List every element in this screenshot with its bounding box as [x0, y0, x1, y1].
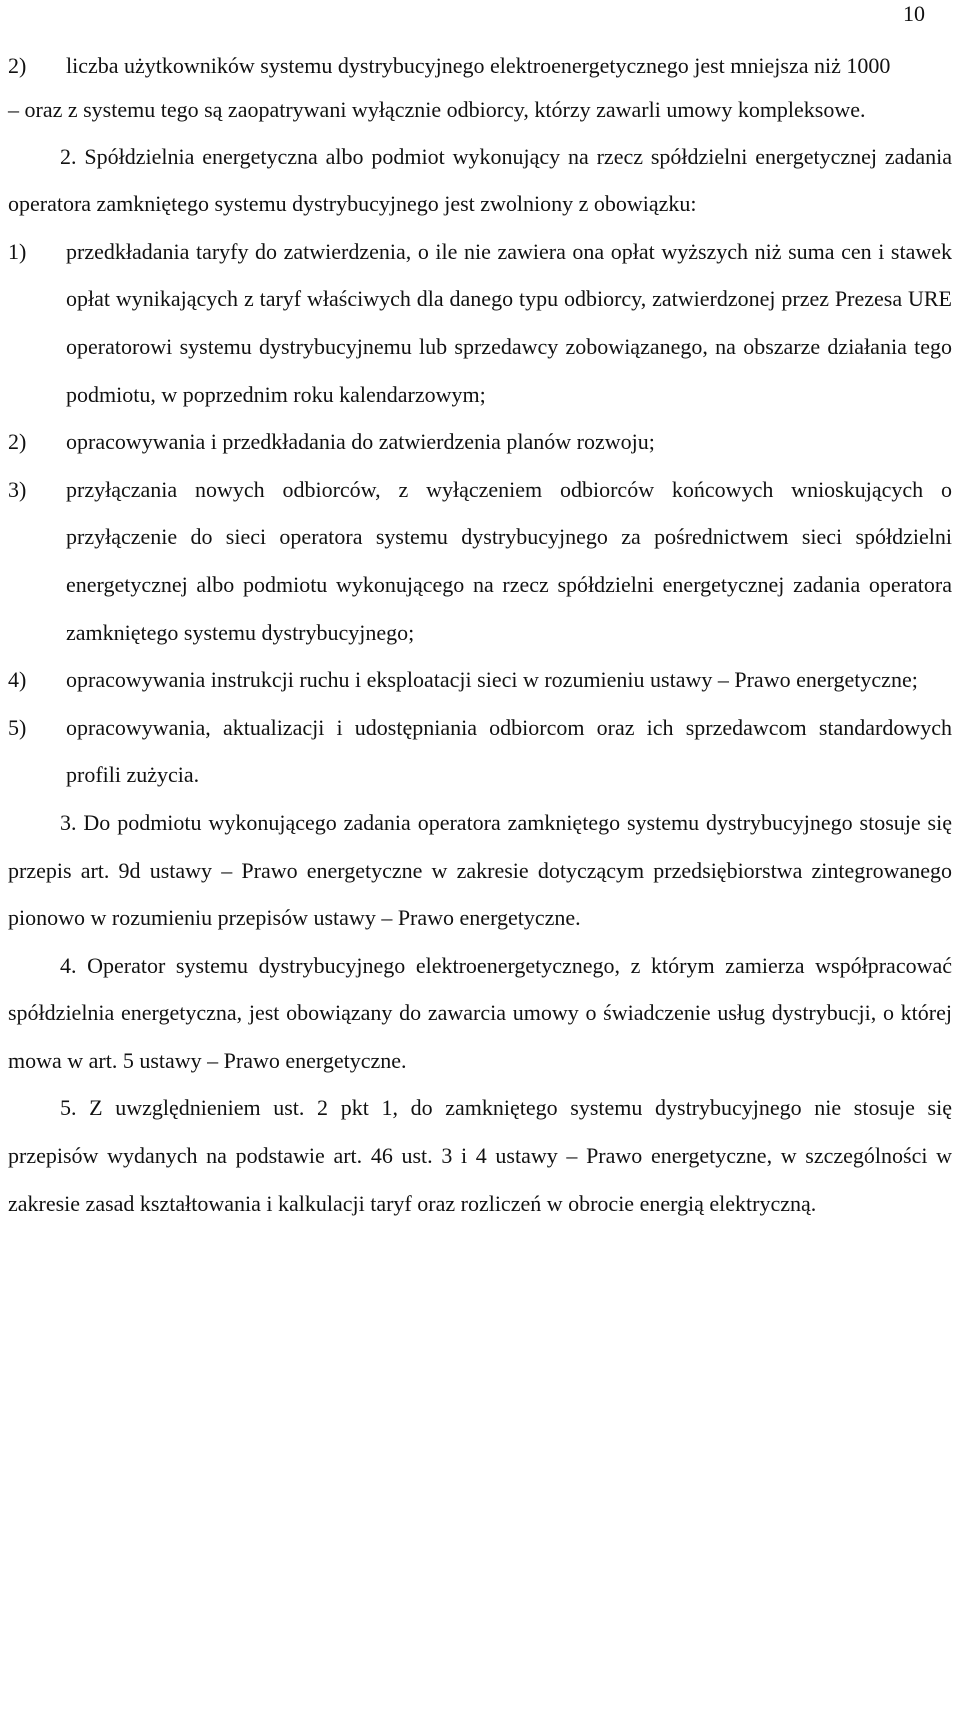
list-item-text: opracowywania i przedkładania do zatwierdzenia planów rozwoju; [66, 429, 655, 455]
list-item [8, 418, 952, 466]
list-item-number: 1) [8, 238, 27, 264]
paragraph-2: 2. Spółdzielnia energetyczna albo podmiot wykonujący na rzecz spółdzielni energetycznej zadania operatora zamkniętego systemu dystrybucyjnego jest zwolniony z obowiązku: [8, 143, 952, 217]
paragraph-5: 5. Z uwzględnieniem ust. 2 pkt 1, do zamkniętego systemu dystrybucyjnego nie stosuje się przepisów wydanych na podstawie art. 46 ust. 3 i 4 ustawy – Prawo energetyczne, w szczególności w zakresie zasad kształtowania i kalkulacji taryf oraz rozliczeń w obrocie energią elektryczną. [8, 1095, 952, 1216]
list-item [8, 466, 952, 656]
document-body [8, 44, 952, 1227]
paragraph-3: 3. Do podmiotu wykonującego zadania operatora zamkniętego systemu dystrybucyjnego stosuje się przepis art. 9d ustawy – Prawo energetyczne w zakresie dotyczącym przedsiębiorstwa zintegrowanego pionowo w rozumieniu przepisów ustawy – Prawo energetyczne. [8, 809, 952, 931]
list-item-text: liczba użytkowników systemu dystrybucyjnego elektroenergetycznego jest mniejsza niż 1000 [66, 53, 891, 78]
list-item-number: 2) [8, 429, 27, 455]
list-item [8, 704, 952, 799]
list-item-number: 5) [8, 714, 27, 740]
list-item-text: opracowywania, aktualizacji i udostępniania odbiorcom oraz ich sprzedawcom standardowych profili zużycia. [66, 714, 952, 788]
list-item-text: opracowywania instrukcji ruchu i eksploatacji sieci w rozumieniu ustawy – Prawo energetyczne; [66, 667, 918, 693]
list-item-number: 2) [8, 53, 27, 78]
list-item-number: 4) [8, 667, 27, 693]
paragraph-4: 4. Operator systemu dystrybucyjnego elektroenergetycznego, z którym zamierza współpracować spółdzielnia energetyczna, jest obowiązany do zawarcia umowy o świadczenie usług dystrybucji, o której mowa w art. 5 ustawy – Prawo energetyczne. [8, 952, 952, 1073]
list-item-text: przyłączania nowych odbiorców, z wyłączeniem odbiorców końcowych wnioskujących o przyłączenie do sieci operatora systemu dystrybucyjnego za pośrednictwem sieci spółdzielni energetycznej albo podmiotu wykonującego na rzecz spółdzielni energetycznej zadania operatora zamkniętego systemu dystrybucyjnego; [66, 476, 952, 645]
list-item-number: 3) [8, 476, 27, 502]
list-item [8, 44, 952, 88]
list-item [8, 656, 952, 704]
list-item [8, 228, 952, 418]
list-item-text: przedkładania taryfy do zatwierdzenia, o ile nie zawiera ona opłat wyższych niż suma cen i stawek opłat wynikających z taryf właściwych dla danego typu odbiorcy, zatwierdzonej przez Prezesa URE operatorowi systemu dystrybucyjnemu lub sprzedawcy zobowiązanego, na obszarze działania tego podmiotu, w poprzednim roku kalendarzowym; [66, 238, 952, 407]
paragraph-oraz: – oraz z systemu tego są zaopatrywani wyłącznie odbiorcy, którzy zawarli umowy kompleksowe. [8, 97, 866, 123]
page-number: 10 [903, 1, 925, 26]
